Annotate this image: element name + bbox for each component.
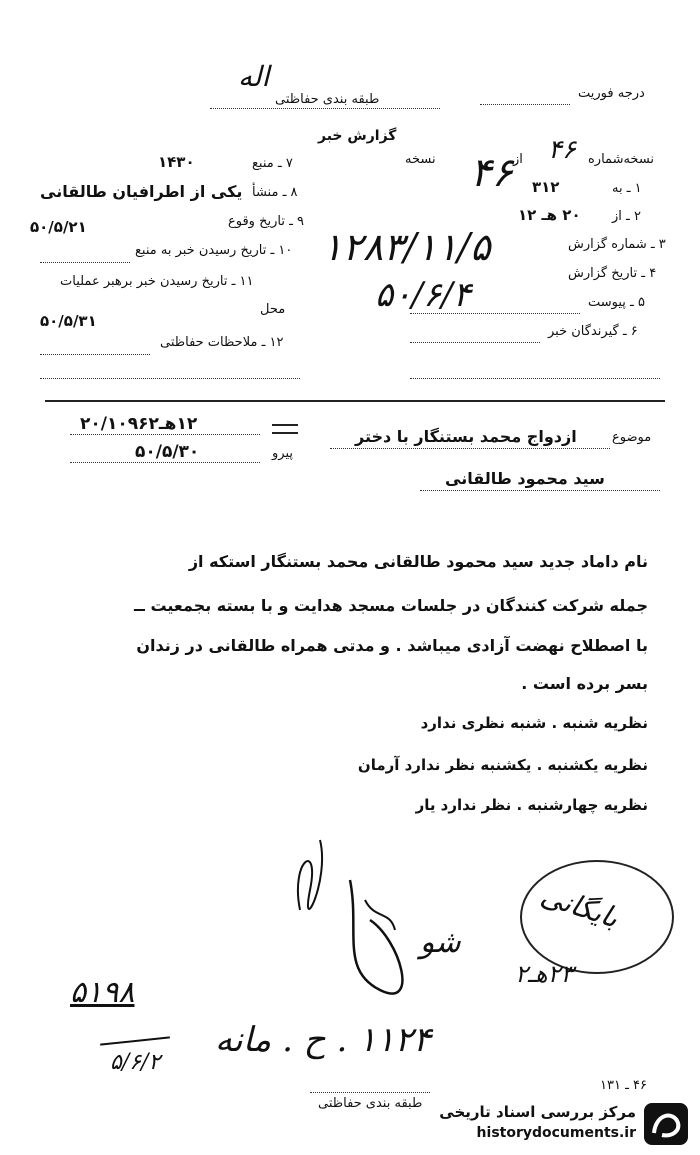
- origin-value: یکی از اطرافیان طالقانی: [40, 182, 243, 201]
- stamp-date: ۲۳هـ۲: [515, 960, 574, 988]
- body-line-2: جمله شرکت کنندگان در جلسات مسجد هدایت و با بسته بجمعیت ــ: [133, 596, 648, 615]
- source-value: ۱۴۳۰: [158, 153, 195, 171]
- subject-dots-2: [420, 490, 660, 491]
- footer-classification: طبقه بندی حفاظتی: [318, 1096, 423, 1111]
- notes-dots-2: [40, 378, 300, 379]
- attachment-dots: [410, 313, 580, 314]
- recipients-dots: [410, 342, 540, 343]
- report-date-label: ۴ ـ تاریخ گزارش: [568, 266, 657, 281]
- copy-no-label: نسخه‌شماره: [588, 152, 655, 167]
- body-line-1: نام داماد جدید سید محمود طالقانی محمد بستنگار استکه از: [188, 552, 648, 571]
- recipients-label: ۶ ـ گیرندگان خبر: [548, 324, 638, 339]
- opinion-sunday: نظریه یکشنبه . یکشنبه نظر ندارد آرمان: [357, 756, 648, 774]
- body-line-3: با اصطلاح نهضت آزادی میباشد . و مدتی همراه طالقانی در زندان: [136, 636, 648, 655]
- logo-mark-icon: [644, 1103, 688, 1145]
- ref-date: ۵۰/۵/۳۰: [135, 442, 200, 462]
- bottom-left-date: ۵/۶/۲: [110, 1050, 161, 1075]
- copy-label: نسخه: [405, 152, 436, 167]
- origin-label: ۸ ـ منشأ: [252, 185, 298, 200]
- follow-label: پیرو: [272, 446, 293, 461]
- sign-center: شو: [420, 925, 461, 960]
- subject-label: موضوع: [612, 430, 652, 445]
- footer-dots: [310, 1092, 430, 1093]
- date-to-source-label: ۱۰ ـ تاریخ رسیدن خبر به منبع: [135, 243, 293, 258]
- ref-date-dots: [70, 462, 260, 463]
- urgency-dots: [480, 104, 570, 105]
- logo-text-fa: مرکز بررسی اسناد تاریخی: [439, 1103, 636, 1121]
- body-line-4: بسر برده است .: [521, 674, 648, 693]
- from-label: ۲ ـ از: [612, 209, 641, 224]
- notes-label: ۱۲ ـ ملاحظات حفاظتی: [160, 335, 284, 350]
- copy-no-value: ۴۶: [548, 135, 576, 165]
- source-label: ۷ ـ منبع: [252, 156, 293, 171]
- ref-number-dots: [70, 434, 260, 435]
- of-label: از: [513, 152, 523, 167]
- page-code: ۴۶ ـ ۱۳۱: [600, 1078, 647, 1093]
- subject-dots-1: [330, 448, 610, 449]
- attachment-label: ۵ ـ پیوست: [588, 295, 645, 310]
- archive-logo: [388, 1101, 688, 1147]
- classification-handwritten: اله: [238, 60, 270, 93]
- opinion-saturday: نظریه شنبه . شنبه نظری ندارد: [420, 714, 648, 732]
- strike-mark: [272, 424, 298, 434]
- recipients-dots-2: [410, 378, 660, 379]
- subject-line2: سید محمود طالقانی: [445, 469, 605, 488]
- date-occur-label: ۹ ـ تاریخ وقوع: [228, 214, 305, 229]
- place-label: محل: [260, 302, 286, 317]
- date-to-source-dots: [40, 262, 130, 263]
- signature-scribble-1: [280, 820, 420, 1020]
- stamp-text: بایگانی: [536, 878, 623, 935]
- classification-underline: [210, 108, 440, 109]
- date-to-ops-label: ۱۱ ـ تاریخ رسیدن خبر برهبر عملیات: [60, 274, 254, 289]
- from-value: ۲۰ هـ ۱۲: [518, 206, 581, 224]
- date-occur-value: ۵۰/۵/۲۱: [30, 218, 87, 236]
- ref-number: ۱۲هـ۲۰/۱۰۹۶۲: [80, 414, 198, 434]
- opinion-wednesday: نظریه چهارشنبه . نظر ندارد یار: [415, 796, 648, 814]
- report-date-value: ۵۰/۶/۴: [375, 275, 471, 315]
- copies-handwritten: ۴۶: [470, 150, 513, 196]
- classification-label-top: طبقه بندی حفاظتی: [275, 92, 380, 107]
- bottom-left-number: ۵۱۹۸: [70, 975, 135, 1010]
- report-no-label: ۳ ـ شماره گزارش: [568, 237, 666, 252]
- report-no-value: ۱۲۸۳/۱۱/۵: [322, 225, 491, 269]
- subject-line1: ازدواج محمد بستنگار با دختر: [355, 427, 577, 446]
- to-label: ۱ ـ به: [612, 181, 642, 196]
- to-value: ۳۱۲: [532, 178, 560, 196]
- place-value: ۵۰/۵/۳۱: [40, 312, 97, 330]
- bottom-left-strike: [100, 1036, 170, 1045]
- report-title: گزارش خبر: [318, 128, 397, 144]
- urgency-label: درجه فوریت: [578, 86, 645, 101]
- notes-dots-1: [40, 354, 150, 355]
- bottom-center-annotation: ۱۱۲۴ . ح . مانه: [215, 1020, 432, 1060]
- section-divider: [45, 400, 665, 402]
- logo-text-en: historydocuments.ir: [476, 1125, 636, 1141]
